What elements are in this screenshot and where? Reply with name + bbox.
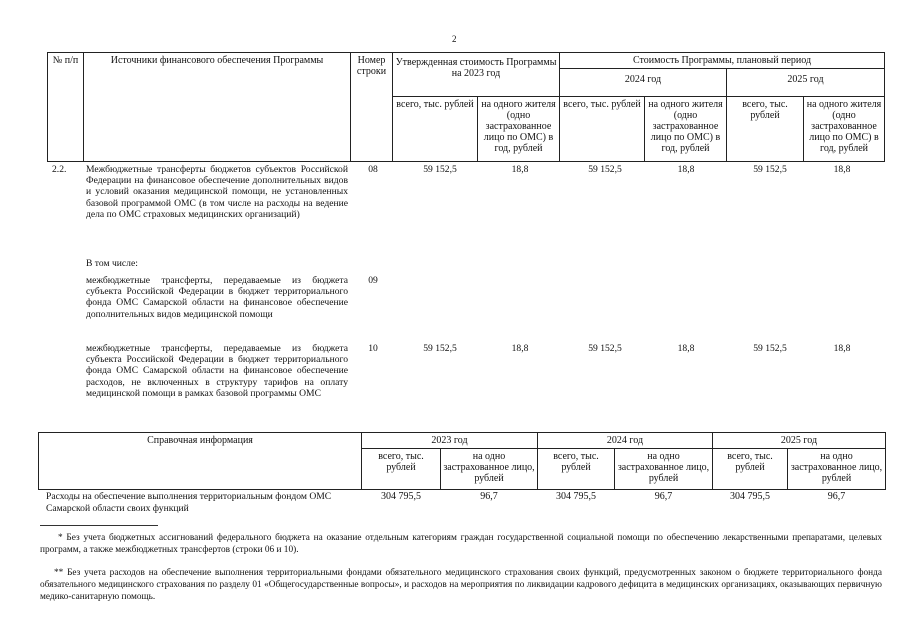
col-source-header: Источники финансового обеспечения Программы — [83, 52, 351, 162]
sub-total-2025: всего, тыс. рублей — [726, 96, 804, 162]
footnote-1: * Без учета бюджетных ассигнований федерального бюджета на оказание отдельным категориям граждан государственной социальной помощи по обеспечению лекарственными препаратами, целевых программ, а также межбюджетных трансфертов (строки 06 и 10). — [40, 533, 882, 555]
row-source-text: межбюджетные трансферты, передаваемые из бюджета субъекта Российской Федерации в бюджет территориального фонда ОМС Самарской области на финансовое обеспечение расходов, не включенных в структуру тарифов на оплату медицинской помощи в рамках базовой программы ОМС — [86, 343, 348, 399]
ref-year-2025: 2025 год — [712, 432, 886, 449]
row-line: 10 — [368, 343, 378, 354]
ref-value-2023-total: 304 795,5 — [381, 491, 421, 502]
main-table-header — [47, 52, 885, 162]
value-2023-total: 59 152,5 — [423, 164, 457, 175]
value-2024-total: 59 152,5 — [588, 164, 622, 175]
ref-sub-percapita-2025: на одно застрахованное лицо, рублей — [787, 448, 886, 490]
value-2023-percapita: 18,8 — [511, 343, 529, 354]
reference-title: Справочная информация — [38, 432, 362, 490]
value-2024-percapita: 18,8 — [677, 343, 695, 354]
value-2025-percapita: 18,8 — [833, 164, 851, 175]
ref-year-2024: 2024 год — [537, 432, 713, 449]
row-subheading: В том числе: — [86, 258, 138, 269]
reference-table — [38, 432, 886, 517]
sub-percapita-2024: на одного жителя (одно застрахованное лицо по ОМС) в год, рублей — [644, 96, 727, 162]
value-2024-total: 59 152,5 — [588, 343, 622, 354]
ref-value-2025-total: 304 795,5 — [730, 491, 770, 502]
row-number: 2.2. — [52, 164, 67, 175]
ref-sub-total-2024: всего, тыс. рублей — [537, 448, 615, 490]
footnote-divider — [40, 525, 158, 526]
value-2025-percapita: 18,8 — [833, 343, 851, 354]
year-2025-header: 2025 год — [726, 68, 885, 97]
year-2024-header: 2024 год — [559, 68, 727, 97]
value-2024-percapita: 18,8 — [677, 164, 695, 175]
ref-row-text: Расходы на обеспечение выполнения территориальным фондом ОМС Самарской области своих функций — [46, 491, 332, 514]
row-source-text: межбюджетные трансферты, передаваемые из бюджета субъекта Российской Федерации в бюджет территориального фонда ОМС Самарской области на финансовое обеспечение дополнительных видов медицинской помощи — [86, 275, 348, 320]
ref-year-2023: 2023 год — [361, 432, 538, 449]
sub-total-2024: всего, тыс. рублей — [559, 96, 645, 162]
value-2023-percapita: 18,8 — [511, 164, 529, 175]
value-2025-total: 59 152,5 — [753, 343, 787, 354]
col-approved-header: Утвержденная стоимость Программы на 2023 год — [392, 52, 560, 97]
ref-sub-total-2023: всего, тыс. рублей — [361, 448, 441, 490]
ref-sub-percapita-2023: на одно застрахованное лицо, рублей — [440, 448, 538, 490]
page-number: 2 — [452, 34, 457, 44]
row-source-text: Межбюджетные трансферты бюджетов субъектов Российской Федерации на финансовое обеспечение дополнительных видов и условий оказания медицинской помощи, не установленных базовой программой ОМС (в том числе на расходы на ведение дела по ОМС страховых медицинских организаций) — [86, 164, 348, 220]
row-line: 08 — [368, 164, 378, 175]
sub-percapita-2023: на одного жителя (одно застрахованное лицо по ОМС) в год, рублей — [477, 96, 560, 162]
row-line: 09 — [368, 275, 378, 286]
ref-value-2024-percapita: 96,7 — [654, 491, 673, 502]
col-planned-header: Стоимость Программы, плановый период — [559, 52, 885, 69]
value-2025-total: 59 152,5 — [753, 164, 787, 175]
col-line-header: Номер строки — [350, 52, 393, 162]
ref-value-2024-total: 304 795,5 — [556, 491, 596, 502]
ref-value-2025-percapita: 96,7 — [827, 491, 846, 502]
ref-sub-total-2025: всего, тыс. рублей — [712, 448, 788, 490]
value-2023-total: 59 152,5 — [423, 343, 457, 354]
footnote-2: ** Без учета расходов на обеспечение выполнения территориальными фондами обязательного медицинского страхования своих функций, предусмотренных законом о бюджете территориального фонда обязательного медицинского страхования по разделу 01 «Общегосударственные вопросы», и расходов на мероприятия по ликвидации кадрового дефицита в медицинских организациях, оказывающих первичную медико-санитарную помощь. — [40, 568, 882, 602]
sub-percapita-2025: на одного жителя (одно застрахованное лицо по ОМС) в год, рублей — [803, 96, 885, 162]
ref-sub-percapita-2024: на одно застрахованное лицо, рублей — [614, 448, 713, 490]
col-no-header: № п/п — [47, 52, 84, 162]
sub-total-2023: всего, тыс. рублей — [392, 96, 478, 162]
ref-value-2023-percapita: 96,7 — [480, 491, 498, 502]
